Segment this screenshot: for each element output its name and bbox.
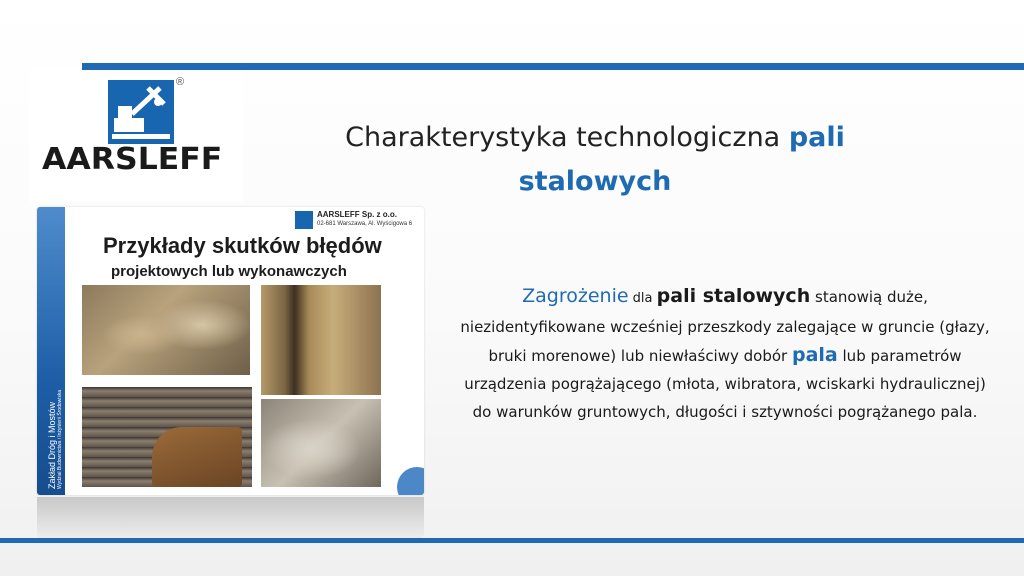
photo-pile-excavation xyxy=(261,285,381,395)
thumbnail-corner-ornament xyxy=(397,467,424,495)
title-part: Charakterystyka technologiczna xyxy=(345,122,789,153)
body-dla: dla xyxy=(628,291,657,306)
registered-mark: ® xyxy=(176,76,185,88)
thumbnail-subheading: projektowych lub wykonawczych xyxy=(111,263,347,280)
piling-rig-icon xyxy=(108,80,174,144)
body-lead: Zagrożenie xyxy=(522,285,629,307)
thumbnail-sidebar xyxy=(37,207,65,495)
top-accent-bar xyxy=(82,63,1024,70)
thumbnail-address: 02-681 Warszawa, Al. Wyścigowa 6 xyxy=(317,221,413,227)
photo-bent-section xyxy=(152,427,242,487)
body-line-3 xyxy=(440,341,1010,370)
body-line-3a: bruki morenowe) lub niewłaściwy dobór xyxy=(488,347,792,365)
body-line-3b: lub parametrów xyxy=(837,347,962,365)
slide-title xyxy=(300,116,890,204)
photo-damaged-pile-tip xyxy=(261,399,381,487)
title-accent: pali xyxy=(788,122,845,153)
aarsleff-logo xyxy=(30,70,242,202)
thumbnail-reflection xyxy=(37,497,424,539)
body-rest-1: stanowią duże, xyxy=(810,288,928,306)
body-line-5: do warunków gruntowych, długości i sztywności pogrążanego pala. xyxy=(472,403,978,421)
photo-bent-steel-sections xyxy=(82,387,252,487)
side-label: Zakład Dróg i Mostów xyxy=(47,401,57,489)
body-line-4: urządzenia pogrążającego (młota, wibratora, wciskarki hydraulicznej) xyxy=(464,375,986,393)
title-line2: stalowych xyxy=(518,166,672,197)
logo-wordmark: AARSLEFF xyxy=(42,142,223,177)
bottom-accent-bar xyxy=(0,538,1024,543)
embedded-slide-image xyxy=(37,207,424,495)
thumbnail-company: AARSLEFF Sp. z o.o. xyxy=(317,210,397,219)
body-pala: pala xyxy=(791,344,838,366)
thumbnail-heading: Przykłady skutków błędów xyxy=(103,233,382,258)
thumbnail-logo-icon xyxy=(295,211,313,229)
photo-deformed-pile-heads xyxy=(82,285,250,375)
thumbnail-side-label xyxy=(47,269,63,489)
side-sublabel: Wydział Budownictwa i Inżynierii Środowiska xyxy=(57,389,63,489)
slide-body-text xyxy=(440,282,1010,426)
body-bold-phrase: pali stalowych xyxy=(656,285,811,307)
body-line-2: niezidentyfikowane wcześniej przeszkody zalegające w gruncie (głazy, xyxy=(460,318,990,336)
body-line-1 xyxy=(440,282,1010,313)
